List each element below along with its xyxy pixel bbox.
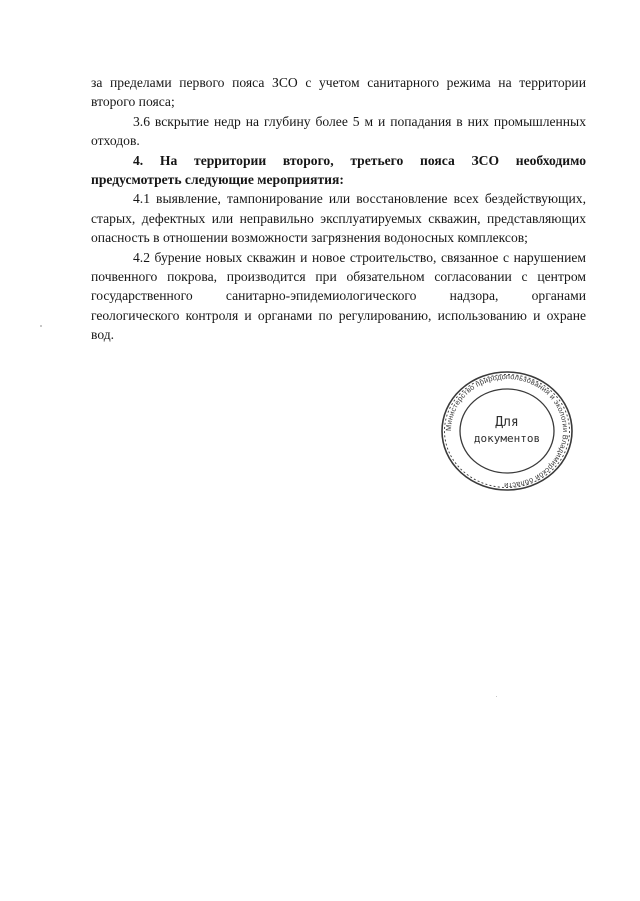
stamp-center-line1: Для bbox=[495, 415, 519, 430]
scan-speck bbox=[40, 325, 42, 327]
stamp-seal bbox=[440, 370, 574, 492]
paragraph-item-3-6: 3.6 вскрытие недр на глубину более 5 м и попадания в них промышленных отходов. bbox=[91, 113, 586, 149]
official-stamp bbox=[440, 370, 574, 492]
paragraph-item-4-1: 4.1 выявление, тампонирование или восстановление всех бездействующих, старых, дефектных или неправильно эксплуатируемых скважин, представляющих опасность в отношении возможности загрязнения водоносных комплексов; bbox=[91, 191, 586, 246]
section-heading-4: 4. На территории второго, третьего пояса ЗСО необходимо предусмотреть следующие мероприятия: bbox=[91, 152, 586, 188]
stamp-ring-textpath: Министерство природопользования и экологии Владимирской области bbox=[443, 371, 571, 491]
scan-speck bbox=[496, 696, 497, 697]
paragraph-continuation: за пределами первого пояса ЗСО с учетом санитарного режима на территории второго пояса; bbox=[91, 75, 586, 110]
document-body bbox=[91, 73, 586, 345]
stamp-outer-ring bbox=[442, 372, 572, 490]
stamp-ring-text bbox=[444, 372, 570, 490]
paragraph-item-4-2: 4.2 бурение новых скважин и новое строительство, связанное с нарушением почвенного покрова, производится при обязательном согласовании с центром государственного санитарно-эпидемиологического надзора, органами геологического контроля и органами по регулированию, использованию и охране вод. bbox=[91, 249, 586, 343]
stamp-inner-ring bbox=[460, 389, 554, 473]
stamp-center-line2: документов bbox=[473, 432, 541, 445]
